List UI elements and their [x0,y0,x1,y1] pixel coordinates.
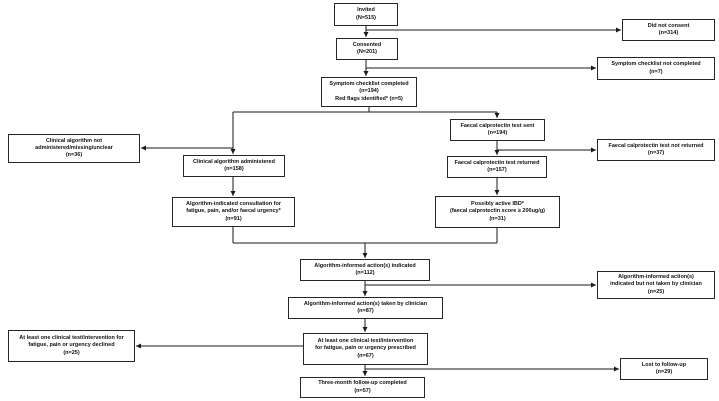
node-actions-indicated-count: (n=112) [355,270,375,276]
node-did-not-consent-count: (n=314) [658,30,679,36]
node-algo-consultation-label2: fatigue, pain, and/or faecal urgency* [186,208,281,215]
node-algo-consultation-label1: Algorithm-indicated consultation for [185,201,282,208]
node-algo-not-administered-count: (n=36) [65,152,83,159]
node-test-declined-count: (n=25) [63,349,80,356]
node-test-prescribed-label1: At least one clinical test/intervention [317,338,414,345]
node-actions-not-taken-count: (n=25) [647,288,665,295]
node-did-not-consent [622,19,715,41]
node-algo-not-administered [8,134,140,163]
node-algo-administered [183,155,285,177]
node-fc-test-sent-label: Faecal calprotectin test sent [460,122,535,129]
node-fc-not-returned-count: (n=37) [647,150,665,156]
node-actions-indicated-label: Algorithm-informed action(s) indicated [314,262,416,269]
node-actions-indicated [300,259,430,281]
node-lost-followup-count: (n=29) [655,369,673,375]
node-algo-administered-label: Clinical algorithm administered [193,158,275,165]
node-test-declined-label2: fatigue, pain or urgency declined [28,342,115,349]
node-actions-not-taken-label1: Algorithm-informed action(s) [618,274,694,281]
node-test-declined-label1: At least one clinical test/intervention for [19,335,124,342]
node-algo-administered-count: (n=158) [224,166,244,172]
node-actions-not-taken [597,271,715,299]
node-fc-returned-label: Faecal calprotectin test returned [454,159,540,166]
node-checklist-completed-redflags: Red flags identified* (n=5) [335,95,403,102]
node-checklist-not-completed-count: (n=7) [649,68,663,75]
node-fc-not-returned [597,139,715,161]
node-fc-not-returned-label: Faecal calprotectin test not returned [608,142,704,149]
node-invited-count: (N=515) [355,14,377,21]
node-consented-count: (N=201) [356,49,378,55]
node-lost-followup [620,358,708,380]
node-actions-taken [288,297,443,319]
node-algo-not-administered-label1: Clinical algorithm not [45,137,103,144]
node-algo-consultation-count: (n=91) [225,215,242,222]
node-test-prescribed-label2: for fatigue, pain or urgency prescribed [315,345,416,352]
node-fc-returned-count: (n=157) [487,167,507,173]
node-invited [334,3,398,26]
node-test-prescribed-count: (n=67) [357,352,374,359]
node-possibly-ibd [435,196,560,228]
node-possibly-ibd-label2: (faecal calprotectin score ≥ 200ug/g) [449,208,546,215]
node-fc-test-sent [450,119,545,141]
node-checklist-completed-count: (n=194) [359,88,379,95]
node-checklist-completed-label: Symptom checklist completed [329,81,409,88]
node-fc-test-sent-count: (n=194) [487,130,508,136]
node-followup-completed [300,377,425,398]
node-actions-taken-label: Algorithm-informed action(s) taken by clinician [303,300,428,307]
node-test-prescribed [303,333,428,365]
node-checklist-not-completed-label: Symptom checklist not completed [611,61,701,68]
node-fc-returned [447,156,547,178]
node-possibly-ibd-count: (n=31) [489,215,506,222]
node-checklist-not-completed [597,57,715,80]
node-actions-not-taken-label2: indicated but not taken by clinician [610,281,702,288]
node-consented-label: Consented [352,41,382,48]
node-actions-taken-count: (n=87) [357,308,374,314]
node-did-not-consent-label: Did not consent [647,22,690,29]
node-possibly-ibd-label1: Possibly active IBD* [471,201,524,208]
node-checklist-completed [321,77,417,107]
node-lost-followup-label: Lost to follow-up [641,361,687,368]
node-algo-consultation [172,197,295,227]
node-algo-not-administered-label2: administered/missing/unclear [35,144,113,151]
node-followup-completed-label: Three-month follow-up completed [318,380,407,387]
node-test-declined [8,330,135,362]
node-invited-label: Invited [357,7,375,14]
node-followup-completed-count: (n=57) [354,387,371,394]
node-consented [336,38,398,60]
